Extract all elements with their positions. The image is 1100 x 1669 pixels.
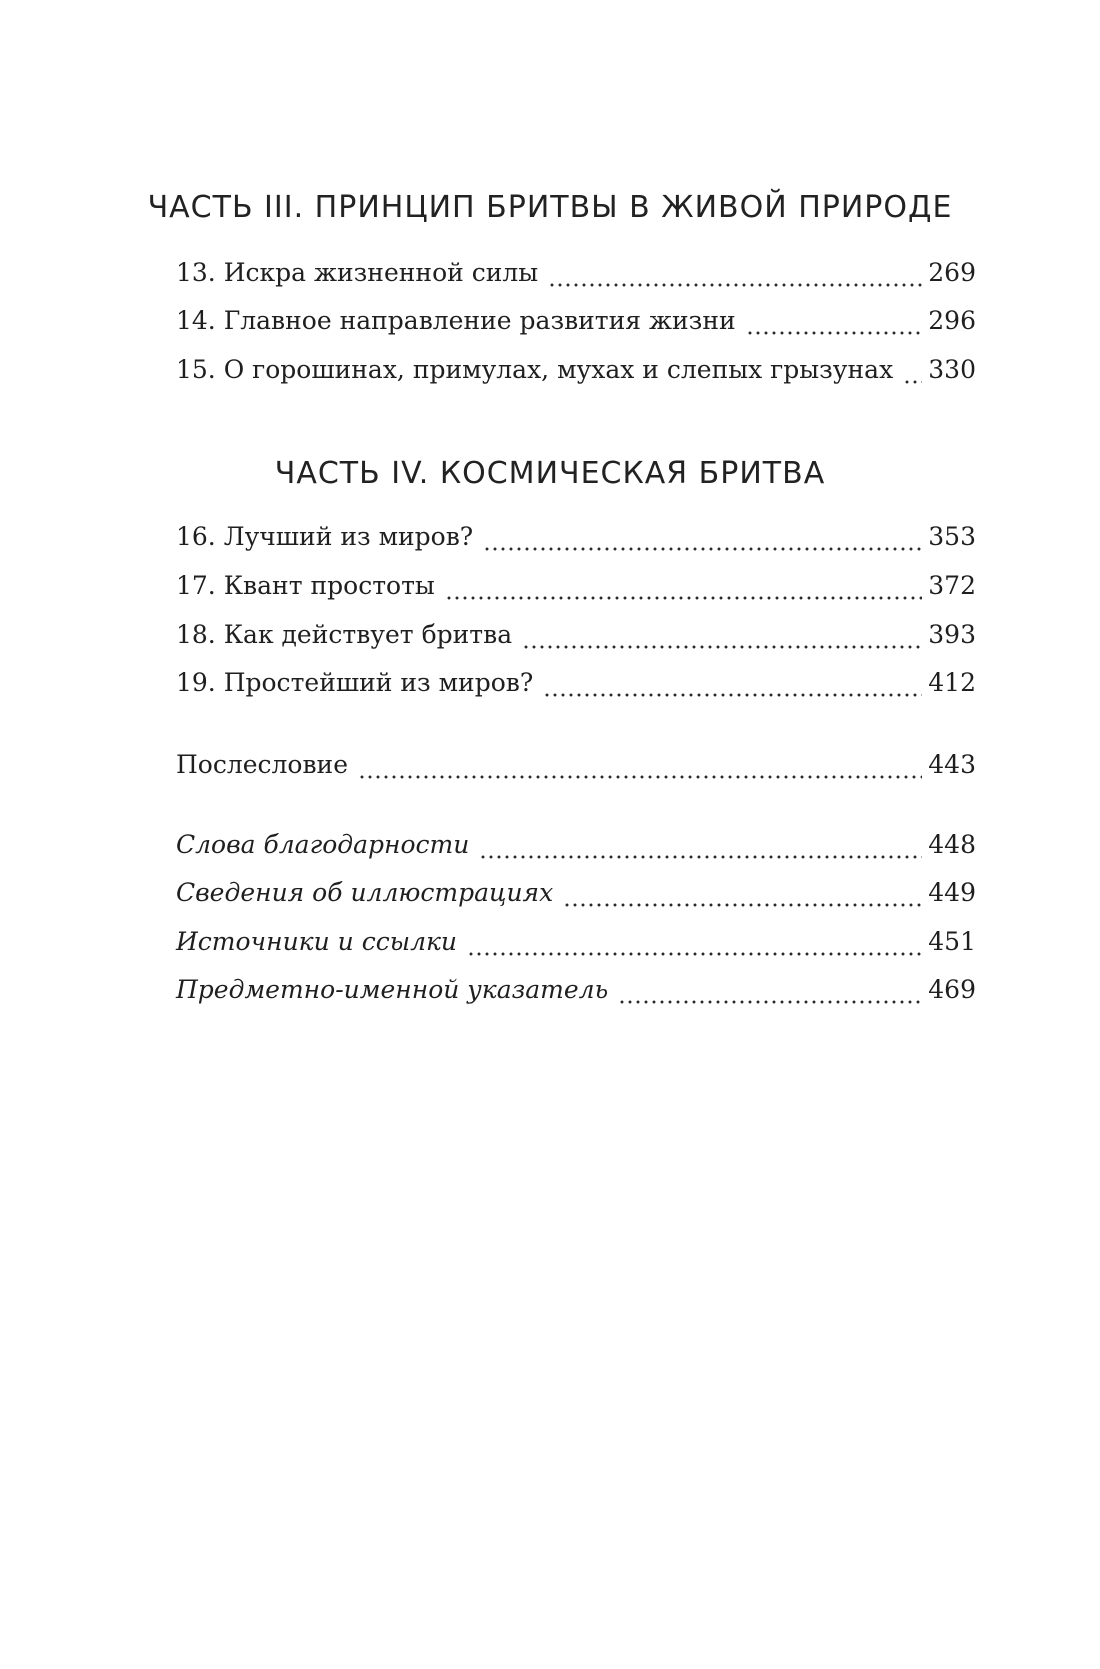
toc-entry-label: 17. Квант простоты (176, 571, 435, 600)
toc-entry-label: 16. Лучший из миров? (176, 522, 474, 551)
toc-entry-page: 449 (928, 878, 976, 907)
toc-entry-16[interactable] (176, 522, 976, 558)
toc-entry-14[interactable] (176, 306, 976, 342)
toc-entry-index[interactable] (176, 975, 976, 1011)
part-4-title: ЧАСТЬ IV. КОСМИЧЕСКАЯ БРИТВА (274, 456, 826, 491)
toc-entry-label: 19. Простейший из миров? (176, 668, 534, 697)
dot-leader (358, 774, 922, 780)
toc-entry-17[interactable] (176, 571, 976, 607)
dot-leader (548, 282, 922, 288)
toc-entry-label: Источники и ссылки (176, 927, 458, 956)
dot-leader (563, 902, 922, 908)
toc-entry-page: 269 (928, 258, 976, 287)
dot-leader (445, 595, 922, 601)
dot-leader (522, 644, 922, 650)
toc-entry-label: 15. О горошинах, примулах, мухах и слепых грызунах (176, 355, 894, 384)
toc-entry-page: 353 (928, 522, 976, 551)
toc-entry-15[interactable] (176, 355, 976, 391)
toc-entry-page: 296 (928, 306, 976, 335)
dot-leader (483, 546, 922, 552)
toc-entry-acknowledgements[interactable] (176, 830, 976, 866)
dot-leader (618, 999, 922, 1005)
dot-leader (479, 854, 922, 860)
dot-leader (543, 692, 922, 698)
toc-entry-page: 372 (928, 571, 976, 600)
toc-entry-label: Послесловие (176, 750, 348, 779)
toc-entry-page: 330 (928, 355, 976, 384)
toc-entry-label: 13. Искра жизненной силы (176, 258, 539, 287)
toc-entry-illustrations[interactable] (176, 878, 976, 914)
toc-entry-page: 393 (928, 620, 976, 649)
toc-entry-label: Предметно-именной указатель (176, 975, 609, 1004)
toc-entry-page: 412 (928, 668, 976, 697)
toc-entry-label: 18. Как действует бритва (176, 620, 513, 649)
toc-entry-afterword[interactable] (176, 750, 976, 786)
toc-entry-page: 469 (928, 975, 976, 1004)
toc-entry-19[interactable] (176, 668, 976, 704)
dot-leader (467, 951, 922, 957)
toc-entry-label: Слова благодарности (176, 830, 470, 859)
toc-entry-page: 443 (928, 750, 976, 779)
toc-entry-18[interactable] (176, 620, 976, 656)
toc-entry-13[interactable] (176, 258, 976, 294)
dot-leader (746, 330, 923, 336)
toc-entry-sources[interactable] (176, 927, 976, 963)
dot-leader (903, 379, 922, 385)
toc-entry-page: 448 (928, 830, 976, 859)
toc-entry-label: Сведения об иллюстрациях (176, 878, 554, 907)
toc-entry-label: 14. Главное направление развития жизни (176, 306, 736, 335)
part-3-title: ЧАСТЬ III. ПРИНЦИП БРИТВЫ В ЖИВОЙ ПРИРОДЕ (147, 190, 953, 225)
toc-entry-page: 451 (928, 927, 976, 956)
